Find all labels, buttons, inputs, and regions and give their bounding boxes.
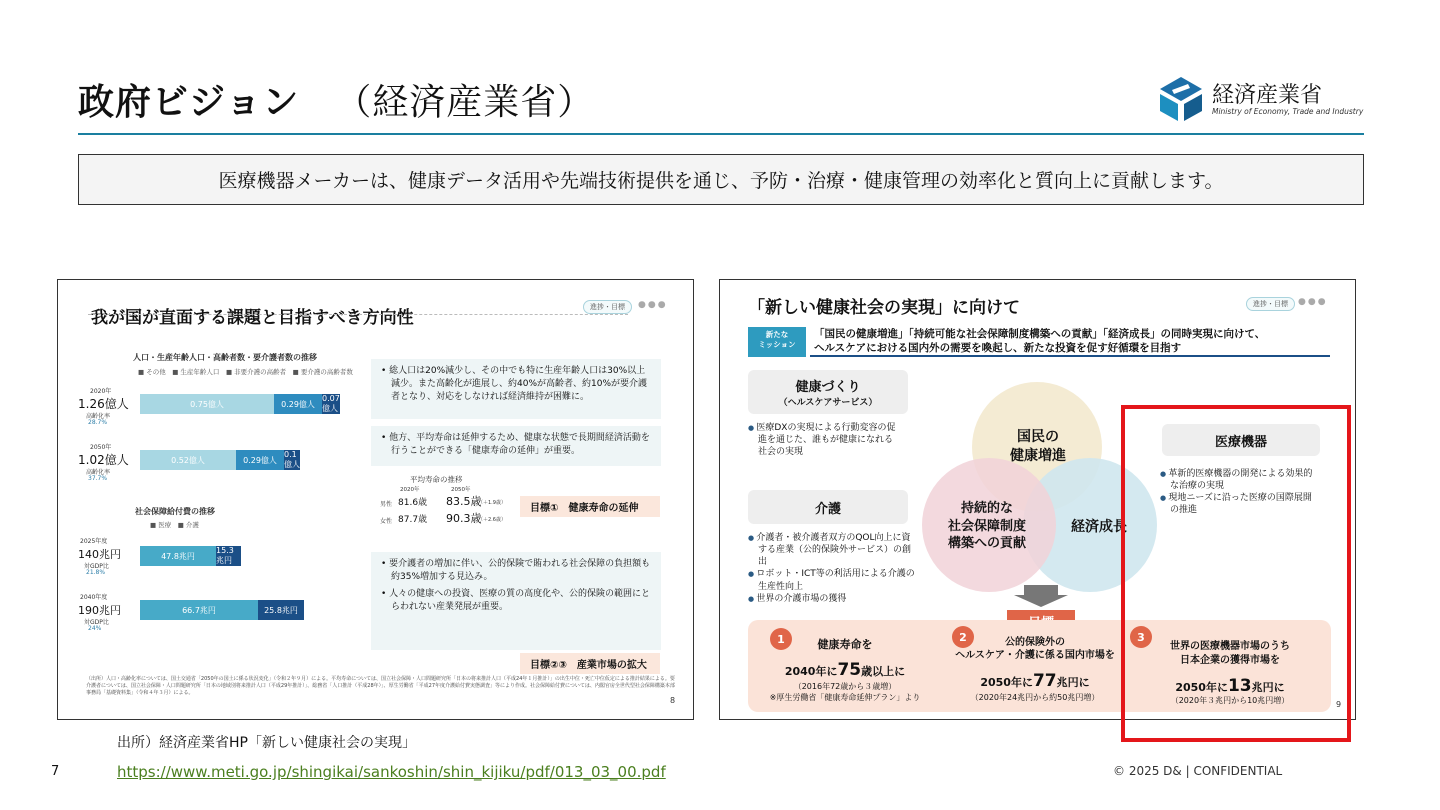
device-box: 医療機器 bbox=[1162, 424, 1320, 456]
life-male-2020: 81.6歳 bbox=[398, 498, 428, 508]
highlight-box bbox=[1121, 405, 1351, 742]
slide8-dots: ●●● bbox=[638, 300, 668, 310]
title-sub: （経済産業省） bbox=[335, 82, 595, 123]
row2-rate: 37.7% bbox=[88, 475, 108, 482]
goal1-label: 目標① 健康寿命の延伸 bbox=[520, 496, 660, 517]
row1-sub: 高齢化率 bbox=[86, 413, 111, 420]
cost2-bar-care: 25.8兆円 bbox=[258, 600, 304, 620]
row1-rate: 28.7% bbox=[88, 419, 108, 426]
row1-value: 1.26億人 bbox=[78, 397, 129, 411]
target3-line1: 世界の医療機器市場のうち bbox=[1170, 641, 1290, 652]
box1-item: • 総人口は20%減少し、その中でも特に生産年齢人口は30%以上減少。また高齢化が進展し、約40%が高齢者、約10%が要介護者となり、対応をしなければ経済維持が困難に。 bbox=[391, 365, 651, 404]
source-label: 出所）経済産業省HP「新しい健康社会の実現」 bbox=[117, 735, 416, 751]
cost1-rate: 21.8% bbox=[86, 569, 106, 576]
cost2-bar-medical: 66.7兆円 bbox=[140, 600, 258, 620]
slide8-box1 bbox=[371, 359, 661, 419]
target3-num: 3 bbox=[1130, 626, 1152, 648]
slide8-footnote: （出所）人口・高齢化率については、国土交通省「2050年の国土に係る状況変化」（令和２年９月）による。平均寿命については、国立社会保障・人口問題研究所「日本の将来推計人口（平成24年１月推計）」の出生中位・死亡中位仮定による推計結果による。要介護者については、国立社会保障・人口問題研究所「日本の地域別将来推計人口（平成29年推計）」、総務省「人口推計（平成28年）」、厚生労働省「平成27年度介護給付費実態調査」等により作成。社会保障給付費については、内閣官房全世代型社会保障構築本部事務局「基礎資料集」（令和４年３月）による。 bbox=[86, 676, 675, 696]
page-title bbox=[78, 74, 594, 125]
row1-year: 2020年 bbox=[90, 388, 112, 395]
cost2-sub: 対GDP比 bbox=[84, 619, 109, 626]
slide8-page: 8 bbox=[670, 696, 676, 705]
life-female-diff: （＋2.6歳） bbox=[478, 517, 506, 523]
life-male-2050: 83.5歳 bbox=[446, 495, 482, 508]
row2-value: 1.02億人 bbox=[78, 453, 129, 467]
care-list bbox=[748, 532, 918, 605]
slide8-title: 我が国が直面する課題と目指すべき方向性 bbox=[91, 308, 414, 328]
care-item-1: ● 介護者・被介護者双方のQOL向上に資する産業（公的保険外サービス）の創出 bbox=[758, 532, 918, 568]
slide8-box3 bbox=[371, 552, 661, 650]
health-sub: （ヘルスケアサービス） bbox=[778, 398, 878, 408]
life-male: 男性 bbox=[380, 501, 393, 508]
cost1-bar-medical: 47.8兆円 bbox=[140, 546, 216, 566]
life-female-2050: 90.3歳 bbox=[446, 512, 482, 525]
confidential-footer: © 2025 D& | CONFIDENTIAL bbox=[1113, 764, 1283, 778]
target1-note1: （2016年72歳から３歳増） bbox=[793, 682, 897, 691]
box3-item-1: • 要介護者の増加に伴い、公的保険で賄われる社会保障の負担額も約35%増加する見込み。 bbox=[391, 558, 651, 584]
summary-text: 医療機器メーカーは、健康データ活用や先端技術提供を通じ、予防・治療・健康管理の効率化と質向上に貢献します。 bbox=[218, 170, 1224, 192]
care-box: 介護 bbox=[748, 490, 908, 524]
target2-note1: （2020年24兆円から約50兆円増） bbox=[970, 693, 1100, 702]
circle-economy-label: 経済成長 bbox=[1071, 519, 1127, 535]
chart1-legend: ■ その他 ■ 生産年齢人口 ■ 非要介護の高齢者 ■ 要介護の高齢者数 bbox=[138, 368, 353, 376]
logo-name: 経済産業省 bbox=[1212, 83, 1323, 108]
goal23-label: 目標②③ 産業市場の拡大 bbox=[520, 653, 660, 674]
cost2-rate: 24% bbox=[88, 625, 102, 632]
target1-note2: ※厚生労働省「健康寿命延伸プラン」より bbox=[769, 693, 921, 702]
target1-line1: 健康寿命を bbox=[817, 638, 873, 651]
slide9-dots: ●●● bbox=[1298, 297, 1328, 307]
target2-line2: 2050年に77兆円に bbox=[980, 671, 1090, 691]
life-title: 平均寿命の推移 bbox=[410, 475, 463, 484]
box3-item-2: • 人々の健康への投資、医療の質の高度化や、公的保険の範囲にとらわれない産業発展が重要。 bbox=[391, 588, 651, 614]
mission-text bbox=[810, 327, 1330, 357]
chart2-legend: ■ 医療 ■ 介護 bbox=[150, 521, 199, 529]
life-female: 女性 bbox=[380, 518, 393, 525]
chart2-title: 社会保障給付費の推移 bbox=[135, 507, 215, 516]
life-year-2020: 2020年 bbox=[400, 487, 420, 493]
meti-logo bbox=[1158, 76, 1364, 122]
slide9-pill: 進捗・目標 bbox=[1246, 297, 1295, 311]
device-item-1: ● 革新的医療機器の開発による効果的な治療の実現 bbox=[1170, 468, 1320, 492]
health-title: 健康づくり bbox=[795, 380, 861, 395]
box2-item: • 他方、平均寿命は延伸するため、健康な状態で長期間経済活動を行うことができる「健康寿命の延伸」が重要。 bbox=[391, 432, 651, 458]
cost1-bar-care: 15.3兆円 bbox=[216, 546, 241, 566]
life-male-diff: （＋1.9歳） bbox=[478, 500, 506, 506]
chart1-title: 人口・生産年齢人口・高齢者数・要介護者数の推移 bbox=[133, 353, 317, 362]
target2-num: 2 bbox=[952, 626, 974, 648]
target3-note1: （2020年３兆円から10兆円増） bbox=[1170, 696, 1290, 705]
logo-en: Ministry of Economy, Trade and Industry bbox=[1212, 107, 1364, 116]
row2-bar-elderly: 0.29億人 bbox=[236, 450, 284, 470]
row2-year: 2050年 bbox=[90, 444, 112, 451]
slide8-box2 bbox=[371, 426, 661, 466]
circle-social-label: 持続的な 社会保障制度 構築への貢献 bbox=[947, 501, 1026, 552]
care-item-3: ● 世界の介護市場の獲得 bbox=[758, 593, 918, 605]
cost1-year: 2025年度 bbox=[80, 538, 108, 545]
life-female-2020: 87.7歳 bbox=[398, 515, 428, 525]
embedded-slide-8 bbox=[57, 279, 694, 720]
row1-bar-care: 0.07億人 bbox=[322, 394, 340, 413]
slide9-title: 「新しい健康社会の実現」に向けて bbox=[748, 298, 1020, 318]
health-box bbox=[748, 370, 908, 414]
device-item-2: ● 現地ニーズに沿った医療の国際展開の推進 bbox=[1170, 492, 1320, 516]
arrow-down-icon bbox=[1014, 595, 1068, 607]
row2-sub: 高齢化率 bbox=[86, 469, 111, 476]
summary-box bbox=[78, 154, 1364, 205]
cost2-year: 2040年度 bbox=[80, 594, 108, 601]
target1-num: 1 bbox=[770, 628, 792, 650]
cost1-sub: 対GDP比 bbox=[84, 563, 109, 570]
care-item-2: ● ロボット・ICT等の利活用による介護の生産性向上 bbox=[758, 568, 918, 592]
row2-bar-working: 0.52億人 bbox=[140, 450, 236, 470]
title-rule bbox=[78, 133, 1364, 135]
target3-line2: 2050年に13兆円に bbox=[1175, 676, 1285, 696]
source-link[interactable]: https://www.meti.go.jp/shingikai/sankoshin/shin_kijiku/pdf/013_03_00.pdf bbox=[117, 763, 666, 781]
slide9-page: 9 bbox=[1336, 700, 1342, 709]
slide8-divider bbox=[88, 314, 628, 315]
mission-line-2: ヘルスケアにおける国内外の需要を喚起し、新たな投資を促す好循環を目指す bbox=[814, 342, 1182, 355]
row1-bar-elderly: 0.29億人 bbox=[274, 394, 322, 414]
target1-line2: 2040年に75歳以上に bbox=[784, 660, 906, 680]
circle-health-label: 国民の 健康増進 bbox=[1010, 429, 1066, 464]
cost1-value: 140兆円 bbox=[78, 548, 121, 561]
target3-line1b: 日本企業の獲得市場を bbox=[1180, 655, 1280, 666]
target2-line1b: ヘルスケア・介護に係る国内市場を bbox=[955, 650, 1115, 661]
row2-bar-care: 0.1億人 bbox=[284, 450, 300, 469]
life-year-2050: 2050年 bbox=[451, 487, 471, 493]
page-number: 7 bbox=[51, 764, 60, 779]
meti-logo-icon bbox=[1158, 76, 1204, 122]
target2-line1: 公的保険外の bbox=[1005, 637, 1065, 648]
health-list bbox=[748, 422, 898, 458]
title-main: 政府ビジョン bbox=[78, 82, 300, 123]
slide8-pill: 進捗・目標 bbox=[583, 300, 632, 314]
cost2-value: 190兆円 bbox=[78, 604, 121, 617]
mission-label: 新たな ミッション bbox=[748, 327, 806, 357]
health-item: ● 医療DXの実現による行動変容の促進を通じた、誰もが健康になれる社会の実現 bbox=[758, 422, 898, 458]
row1-bar-working: 0.75億人 bbox=[140, 394, 274, 414]
mission-line-1: 「国民の健康増進」「持続可能な社会保障制度構築への貢献」「経済成長」の同時実現に向けて、 bbox=[814, 328, 1266, 340]
